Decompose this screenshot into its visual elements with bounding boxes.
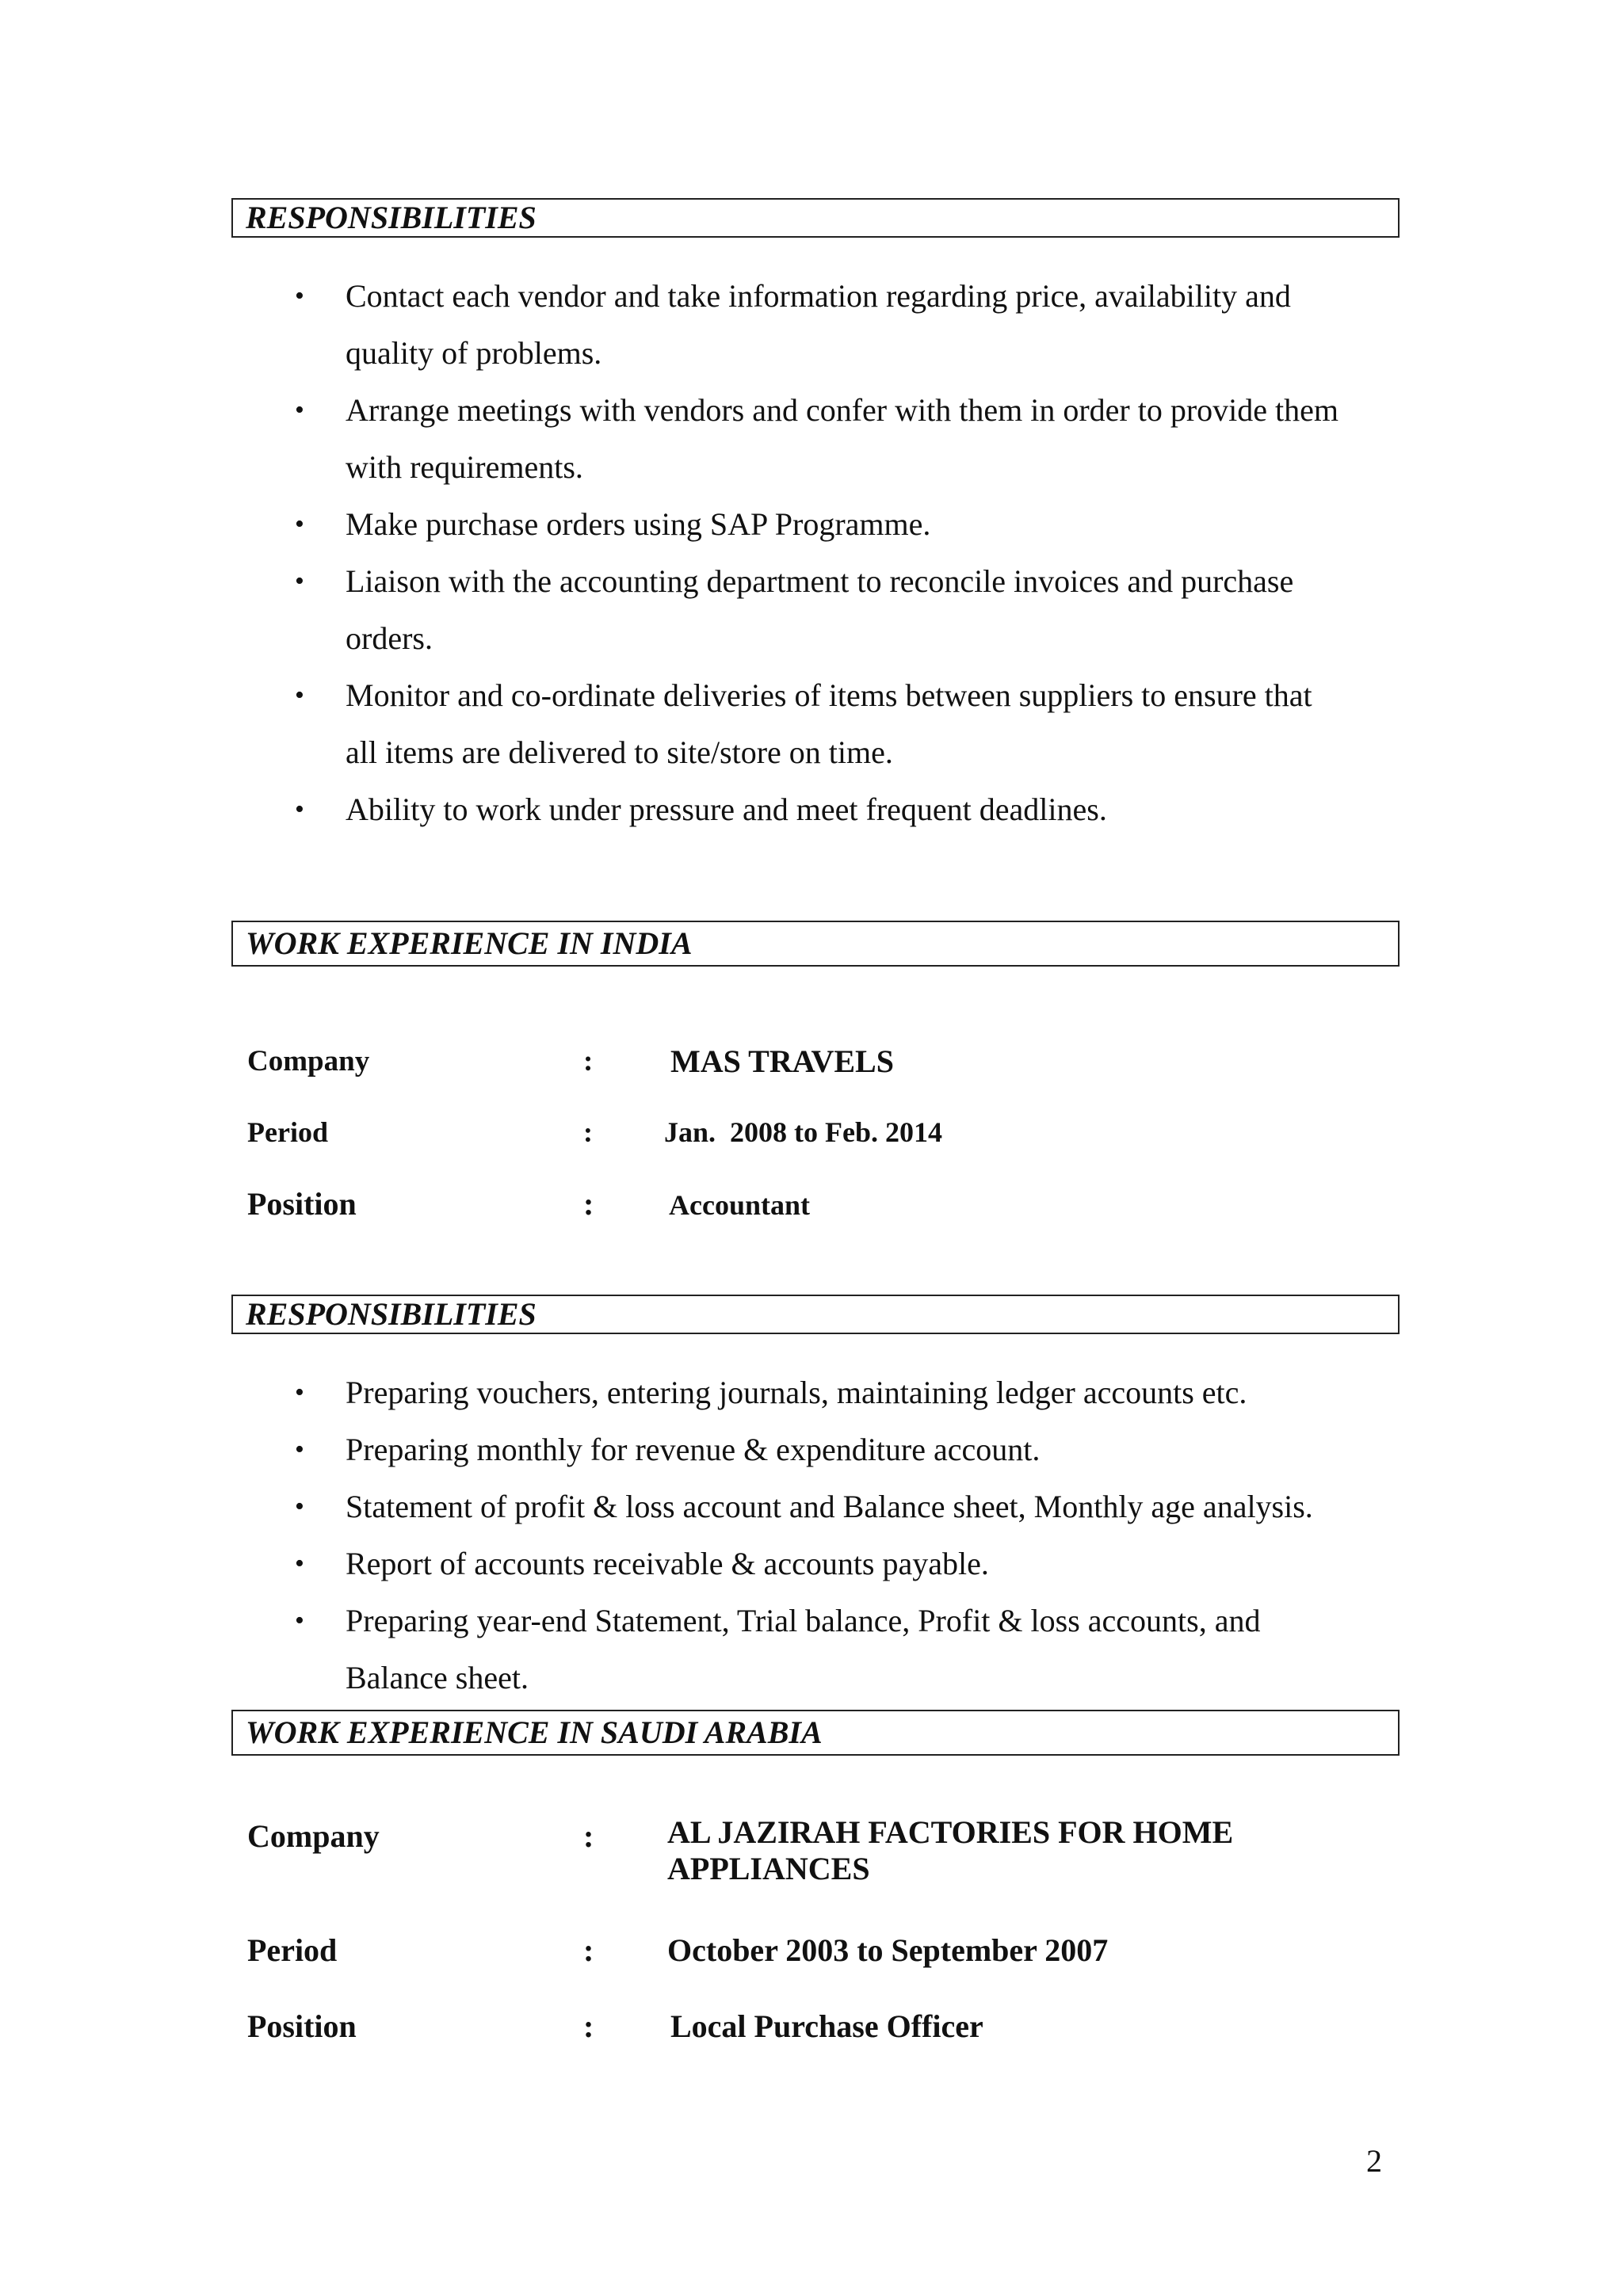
list-item: • Monitor and co-ordinate deliveries of items between suppliers to ensure that all items are delivered to site/store on time. [295,667,1404,781]
list-item: • Preparing year-end Statement, Trial balance, Profit & loss accounts, and Balance sheet. [295,1592,1404,1707]
period-value: October 2003 to September 2007 [667,1932,1109,1968]
position-value: Local Purchase Officer [670,2008,983,2044]
bullet-icon: • [295,281,304,311]
position-label: Position [247,2008,357,2044]
list-item: • Arrange meetings with vendors and confer with them in order to provide them with requirements. [295,382,1404,496]
colon: : [583,1186,594,1222]
list-item: • Contact each vendor and take information regarding price, availability and quality of problems. [295,268,1404,382]
section-title: WORK EXPERIENCE IN SAUDI ARABIA [246,1714,823,1750]
section-title: RESPONSIBILITIES [246,1296,537,1332]
list-item: • Preparing monthly for revenue & expenditure account. [295,1421,1404,1478]
bullet-icon: • [295,509,304,539]
colon: : [583,1116,593,1148]
period-label: Period [247,1116,328,1148]
work-experience-saudi-heading [231,1710,1400,1756]
position-label: Position [247,1186,357,1222]
bullet-icon: • [295,1549,304,1578]
list-item: • Report of accounts receivable & accounts payable. [295,1535,1404,1592]
list-item: • Make purchase orders using SAP Programme. [295,496,1404,553]
bullet-icon: • [295,395,304,425]
period-value: Jan. 2008 to Feb. 2014 [664,1116,942,1148]
list-item: • Liaison with the accounting department to reconcile invoices and purchase orders. [295,553,1404,667]
page-number: 2 [1366,2143,1382,2179]
bullet-icon: • [295,566,304,596]
bullet-icon: • [295,1378,304,1407]
bullet-icon: • [295,681,304,710]
company-label: Company [247,1818,380,1854]
colon: : [583,1045,594,1077]
company-value: MAS TRAVELS [670,1043,894,1079]
company-value: AL JAZIRAH FACTORIES FOR HOME APPLIANCES [667,1814,1234,1886]
bullet-icon: • [295,1492,304,1521]
bullet-icon: • [295,1606,304,1635]
list-item: • Statement of profit & loss account and Balance sheet, Monthly age analysis. [295,1478,1404,1535]
responsibilities-list-2 [295,1364,1404,1707]
period-label: Period [247,1932,338,1968]
position-value: Accountant [669,1189,810,1221]
colon: : [583,1818,594,1854]
section-title: RESPONSIBILITIES [246,200,537,235]
list-item: • Preparing vouchers, entering journals, maintaining ledger accounts etc. [295,1364,1404,1421]
bullet-icon: • [295,795,304,824]
colon: : [583,2008,594,2044]
section-title: WORK EXPERIENCE IN INDIA [246,925,693,961]
responsibilities-list-1 [295,268,1404,838]
work-experience-india-heading [231,921,1400,967]
colon: : [583,1932,594,1968]
company-label: Company [247,1045,370,1077]
list-item: • Ability to work under pressure and meet frequent deadlines. [295,781,1404,838]
responsibilities-heading-2 [231,1295,1400,1334]
responsibilities-heading-1 [231,198,1400,238]
bullet-icon: • [295,1435,304,1464]
